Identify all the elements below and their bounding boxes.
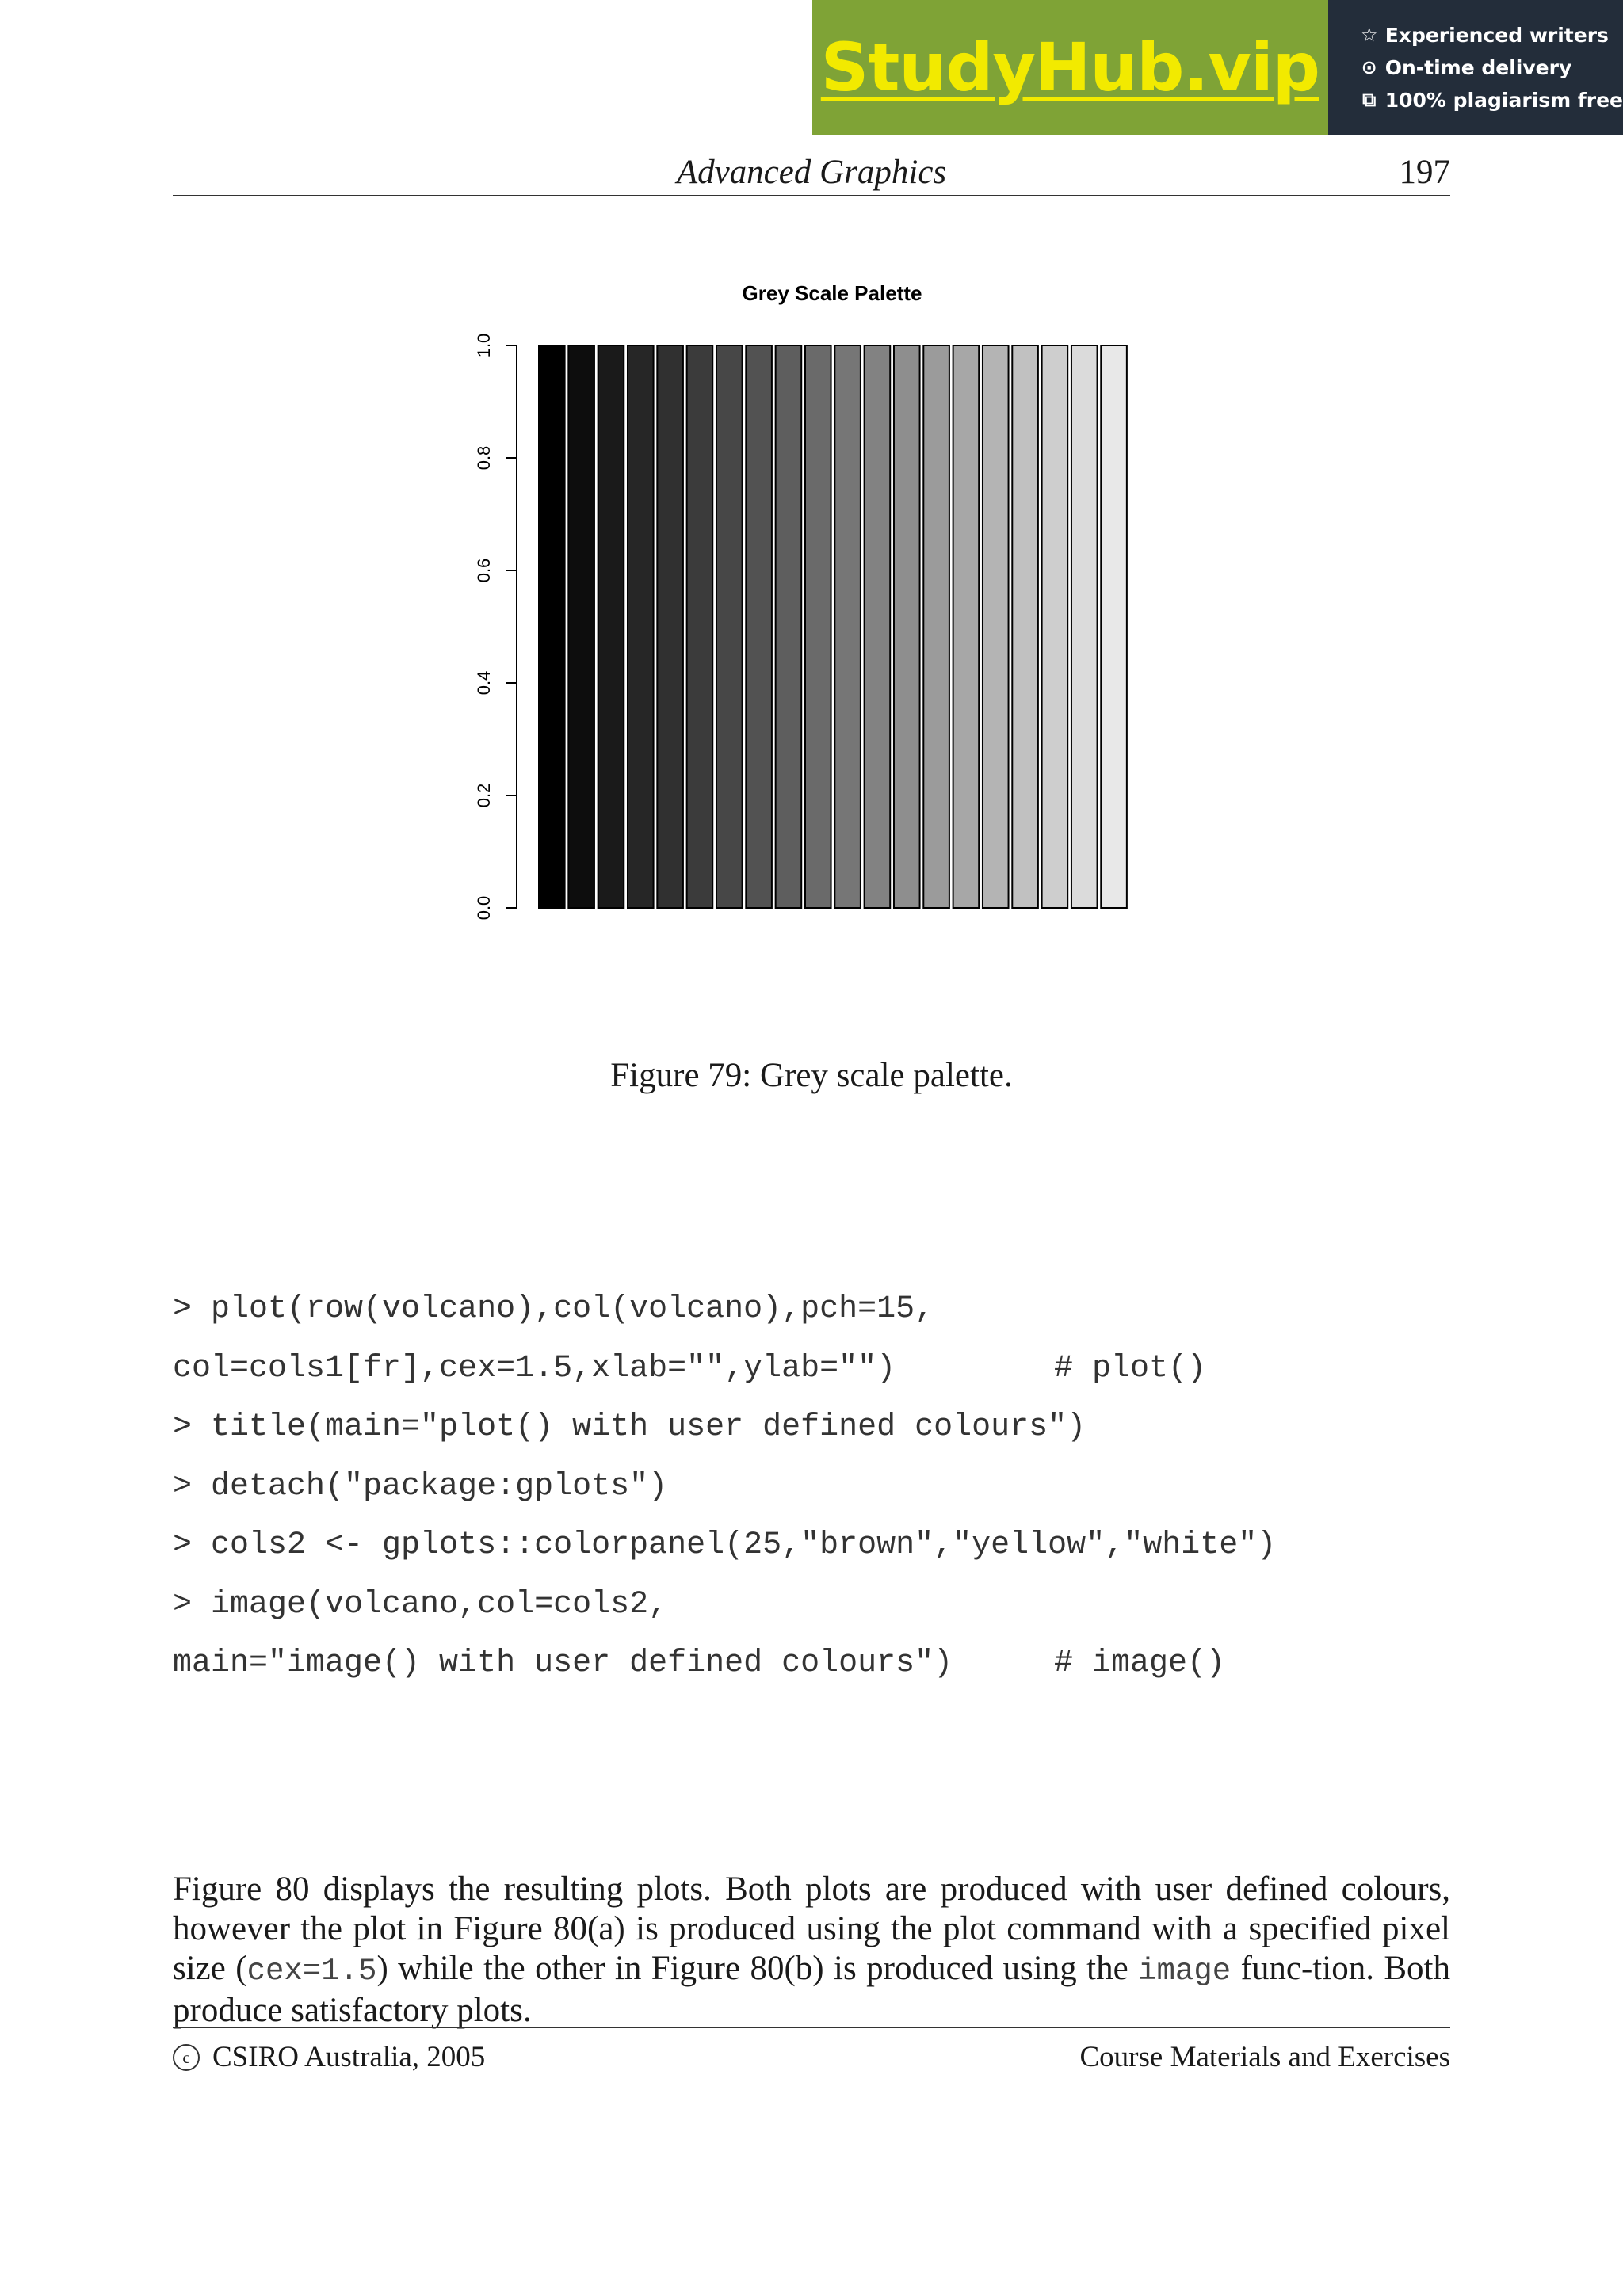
- feature-item-writers: [1360, 24, 1623, 47]
- body-paragraph: Figure 80 displays the resulting plots. Both plots are produced with user defined colours, however the plot in Figure 80(a) is produced using the plot command with a specified pixel size (cex=1.5) while the other in Figure 80(b) is produced using the image func-tion. Both produce satisfactory plots.: [173, 1871, 1451, 2029]
- bar: [539, 345, 565, 908]
- bars: [539, 345, 1127, 908]
- bar: [716, 345, 743, 908]
- bar: [894, 345, 920, 908]
- chart-title: Grey Scale Palette: [742, 281, 922, 305]
- y-tick-label: 0.8: [474, 445, 494, 471]
- feature-label: Experienced writers: [1384, 23, 1609, 47]
- studyhub-banner[interactable]: [812, 0, 1623, 135]
- bar: [1012, 345, 1038, 908]
- y-tick-label: 0.0: [474, 895, 494, 921]
- feature-label: 100% plagiarism free: [1384, 88, 1623, 112]
- bar: [865, 345, 891, 908]
- code-line: > plot(row(volcano),col(volcano),pch=15,: [173, 1291, 934, 1327]
- code-line: col=cols1[fr],cex=1.5,xlab="",ylab="") # plot(): [173, 1349, 1276, 1409]
- bar: [1071, 345, 1098, 908]
- figure-caption: Figure 79: Grey scale palette.: [610, 1057, 1013, 1094]
- code-comment: # image(): [1054, 1646, 1226, 1681]
- footer-right-text: Course Materials and Exercises: [1079, 2041, 1450, 2073]
- feature-list: [1328, 0, 1623, 135]
- y-tick-label: 0.2: [474, 783, 494, 808]
- star-icon: ☆: [1360, 24, 1378, 46]
- y-tick-label: 0.4: [474, 670, 494, 696]
- brand-logo-text[interactable]: StudyHub.vip: [820, 29, 1319, 106]
- y-tick-label: 1.0: [474, 333, 494, 358]
- inline-code: cex=1.5: [246, 1954, 377, 1989]
- feature-item-plagiarism: [1360, 89, 1623, 112]
- footer-copyright: [173, 2038, 485, 2077]
- bar: [598, 345, 624, 908]
- running-header: [173, 151, 1450, 196]
- bar: [834, 345, 861, 908]
- y-tick-label: 0.6: [474, 558, 494, 583]
- inline-code: image: [1138, 1954, 1232, 1989]
- bar: [687, 345, 713, 908]
- page-number: 197: [1399, 154, 1450, 191]
- code-line: > detach("package:gplots"): [173, 1468, 668, 1505]
- bar: [1042, 345, 1068, 908]
- footer-rule: [173, 2027, 1450, 2028]
- y-axis-ticks: [474, 334, 517, 921]
- code-comment: # plot(): [1054, 1350, 1207, 1386]
- feature-item-delivery: [1360, 56, 1623, 79]
- copy-check-icon: ⧉: [1362, 89, 1377, 111]
- copyright-icon: c: [173, 2044, 200, 2071]
- chapter-title: Advanced Graphics: [676, 154, 947, 191]
- grey-scale-chart: [444, 277, 1173, 943]
- bar: [628, 345, 654, 908]
- brand-panel[interactable]: [812, 0, 1328, 135]
- bar: [657, 345, 683, 908]
- footer-left-text: CSIRO Australia, 2005: [212, 2041, 486, 2073]
- bar: [953, 345, 980, 908]
- bar: [983, 345, 1009, 908]
- code-line: > cols2 <- gplots::colorpanel(25,"brown","yellow","white"): [173, 1527, 1277, 1563]
- bar: [568, 345, 594, 908]
- bar: [776, 345, 802, 908]
- bar: [805, 345, 831, 908]
- clock-icon: ⊙: [1361, 56, 1377, 78]
- code-block: [173, 1290, 1276, 1703]
- code-line: > image(volcano,col=cols2,: [173, 1586, 668, 1623]
- bar: [923, 345, 949, 908]
- code-line: main="image() with user defined colours") # image(): [173, 1644, 1276, 1703]
- feature-label: On-time delivery: [1384, 55, 1572, 79]
- bar: [1101, 345, 1127, 908]
- bar: [746, 345, 772, 908]
- code-line: > title(main="plot() with user defined colours"): [173, 1409, 1086, 1445]
